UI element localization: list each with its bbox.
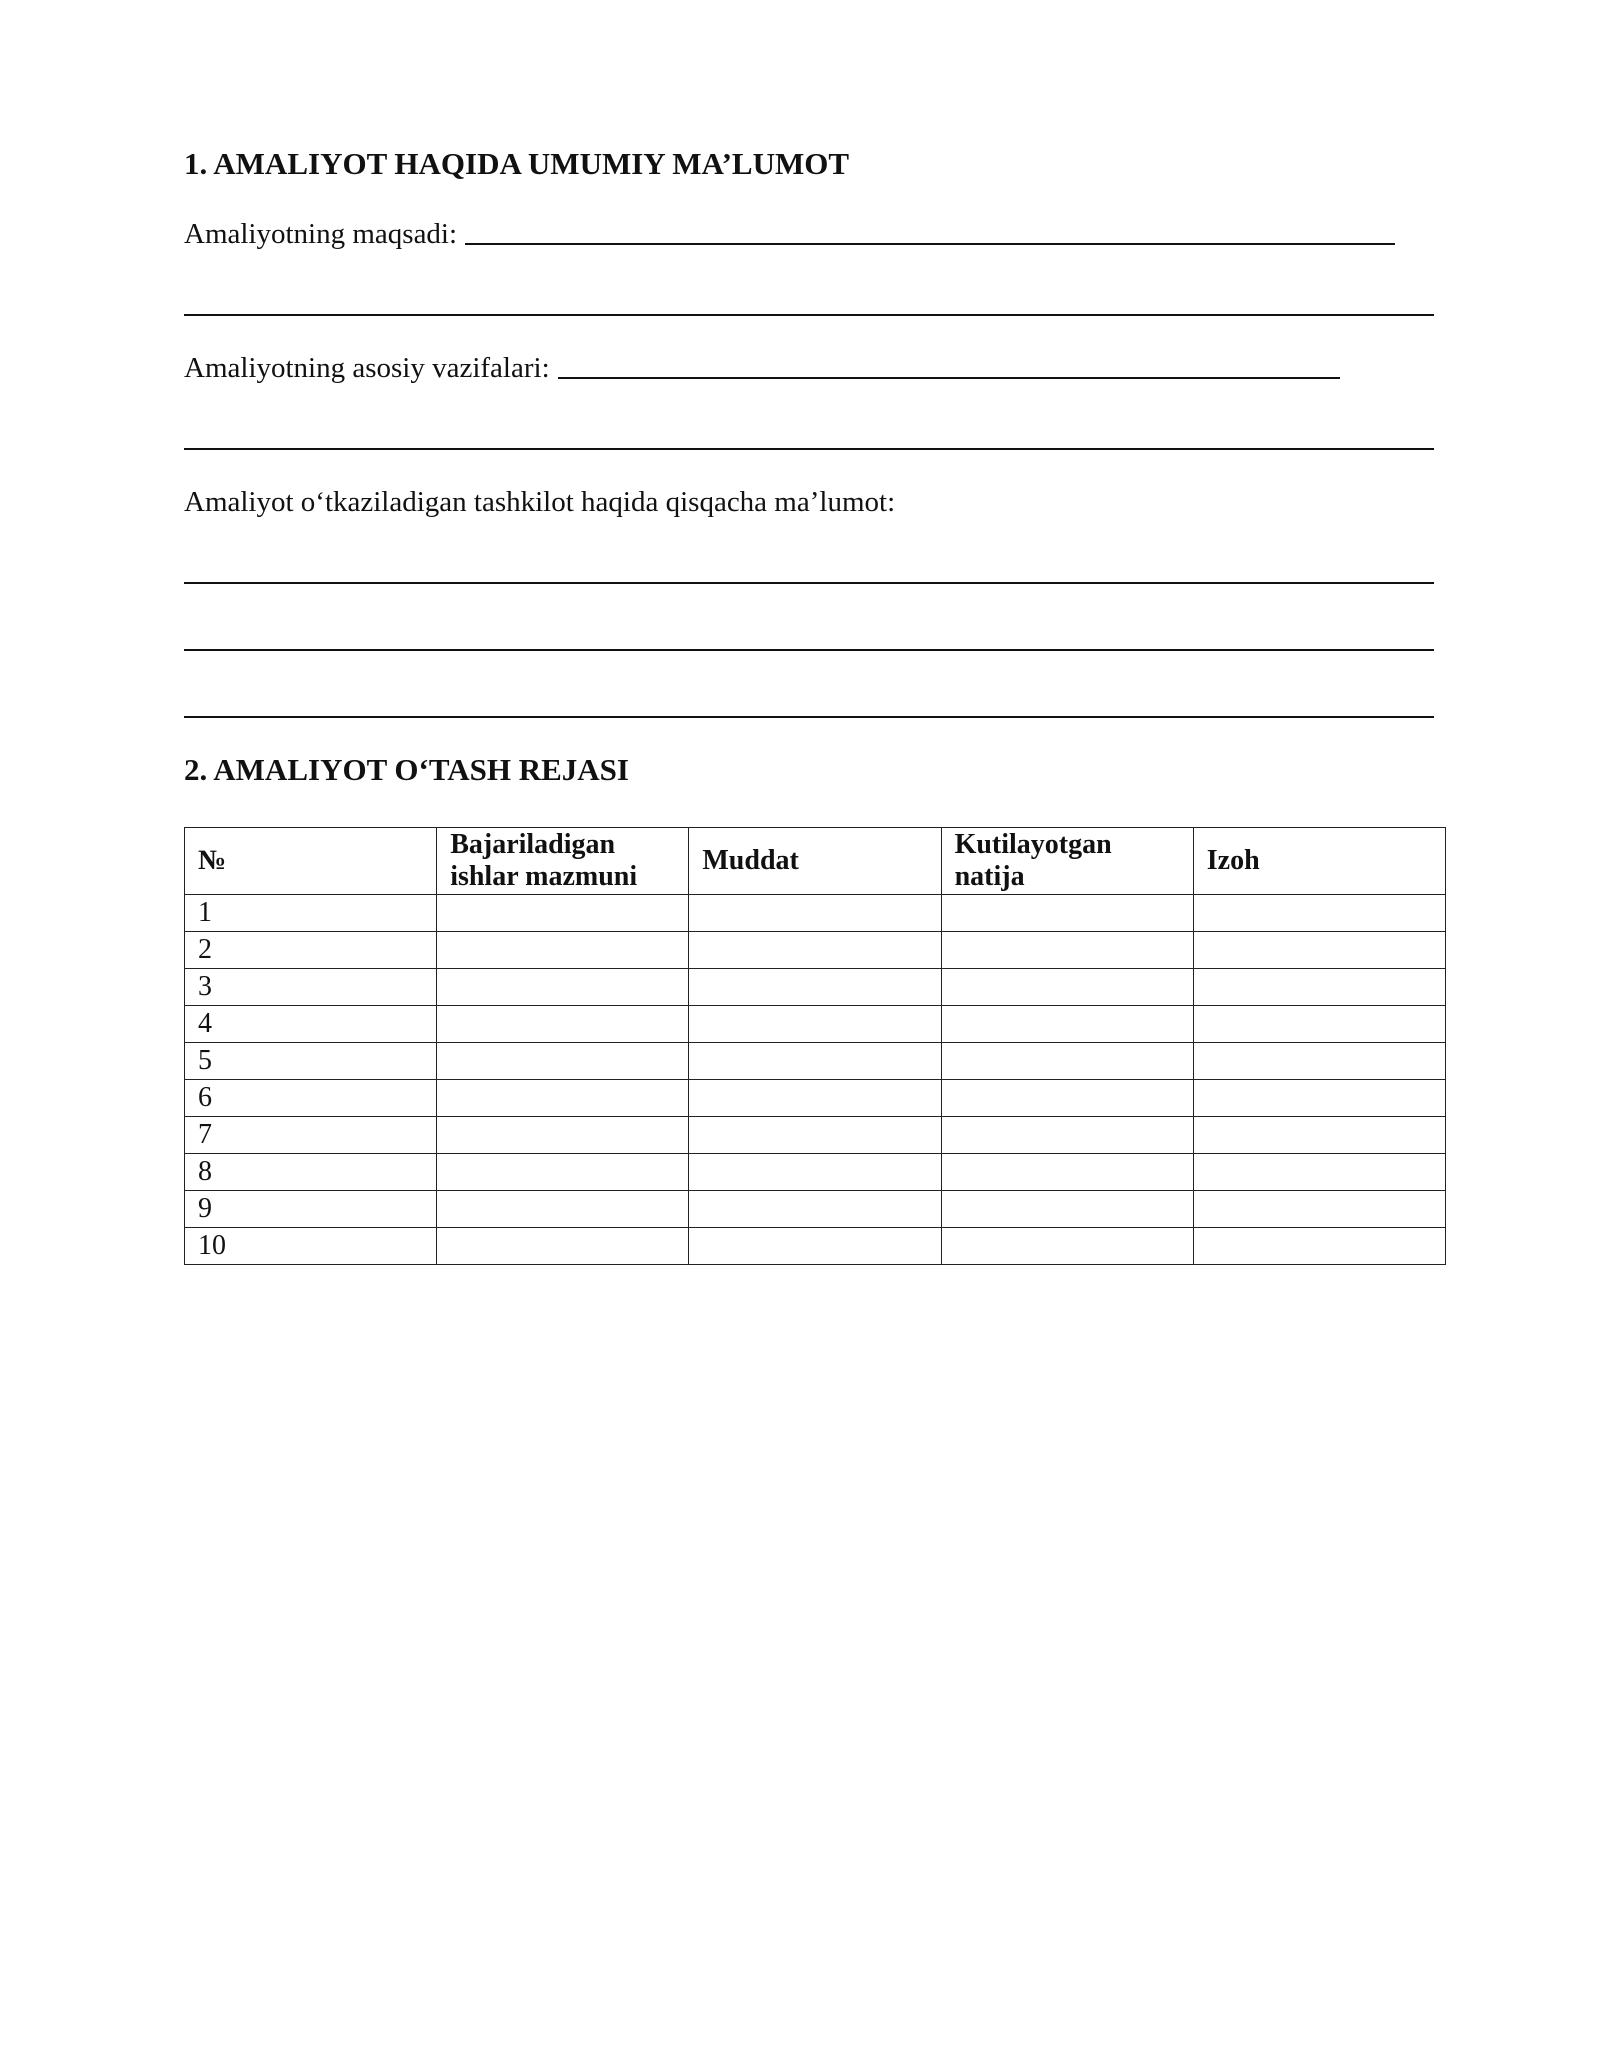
header-expected-result: Kutilayotgan natija [941,828,1193,895]
deadline-cell[interactable] [689,1191,941,1228]
table-header-row [185,828,1446,895]
deadline-cell[interactable] [689,932,941,969]
header-number: № [185,828,437,895]
table-row [185,1191,1446,1228]
expected-result-cell[interactable] [941,1191,1193,1228]
row-number-cell: 3 [185,969,437,1006]
table-row [185,1117,1446,1154]
row-number-cell: 10 [185,1228,437,1265]
tasks-input-line[interactable] [558,376,1340,379]
row-number-cell: 5 [185,1043,437,1080]
expected-result-cell[interactable] [941,1154,1193,1191]
table-row [185,1228,1446,1265]
row-number-cell: 4 [185,1006,437,1043]
deadline-cell[interactable] [689,1228,941,1265]
note-cell[interactable] [1193,1043,1445,1080]
deadline-cell[interactable] [689,969,941,1006]
note-cell[interactable] [1193,969,1445,1006]
purpose-input-line[interactable] [465,242,1395,245]
deadline-cell[interactable] [689,895,941,932]
note-cell[interactable] [1193,1080,1445,1117]
expected-result-cell[interactable] [941,1080,1193,1117]
table-row [185,932,1446,969]
purpose-label: Amaliyotning maqsadi: [184,218,458,250]
note-cell[interactable] [1193,1191,1445,1228]
expected-result-cell[interactable] [941,1043,1193,1080]
table-row [185,1006,1446,1043]
work-content-cell[interactable] [437,1117,689,1154]
table-row [185,969,1446,1006]
work-content-cell[interactable] [437,969,689,1006]
table-row [185,895,1446,932]
expected-result-cell[interactable] [941,1228,1193,1265]
table-row [185,1043,1446,1080]
row-number-cell: 8 [185,1154,437,1191]
expected-result-cell[interactable] [941,1006,1193,1043]
row-number-cell: 9 [185,1191,437,1228]
note-cell[interactable] [1193,1006,1445,1043]
organization-line-1[interactable] [184,582,1434,584]
organization-label: Amaliyot o‘tkaziladigan tashkilot haqida qisqacha ma’lumot: [184,486,896,518]
section-2-title: 2. AMALIYOT O‘TASH REJASI [184,752,629,787]
deadline-cell[interactable] [689,1080,941,1117]
note-cell[interactable] [1193,1117,1445,1154]
deadline-cell[interactable] [689,1043,941,1080]
work-content-cell[interactable] [437,1154,689,1191]
note-cell[interactable] [1193,932,1445,969]
header-deadline: Muddat [689,828,941,895]
section-1-title: 1. AMALIYOT HAQIDA UMUMIY MA’LUMOT [184,146,850,181]
row-number-cell: 6 [185,1080,437,1117]
plan-table [184,827,1446,1265]
organization-field [184,486,895,519]
row-number-cell: 1 [185,895,437,932]
tasks-continuation-line[interactable] [184,448,1434,450]
row-number-cell: 2 [185,932,437,969]
note-cell[interactable] [1193,895,1445,932]
work-content-cell[interactable] [437,1080,689,1117]
organization-line-3[interactable] [184,716,1434,718]
expected-result-cell[interactable] [941,969,1193,1006]
work-content-cell[interactable] [437,1191,689,1228]
tasks-label: Amaliyotning asosiy vazifalari: [184,352,550,384]
work-content-cell[interactable] [437,1006,689,1043]
header-note: Izoh [1193,828,1445,895]
work-content-cell[interactable] [437,1228,689,1265]
work-content-cell[interactable] [437,932,689,969]
tasks-field [184,352,1340,385]
purpose-field [184,218,1395,251]
table-row [185,1154,1446,1191]
row-number-cell: 7 [185,1117,437,1154]
purpose-continuation-line[interactable] [184,314,1434,316]
table-row [185,1080,1446,1117]
expected-result-cell[interactable] [941,1117,1193,1154]
note-cell[interactable] [1193,1154,1445,1191]
work-content-cell[interactable] [437,895,689,932]
header-work-content: Bajariladigan ishlar mazmuni [437,828,689,895]
deadline-cell[interactable] [689,1006,941,1043]
expected-result-cell[interactable] [941,895,1193,932]
work-content-cell[interactable] [437,1043,689,1080]
note-cell[interactable] [1193,1228,1445,1265]
expected-result-cell[interactable] [941,932,1193,969]
deadline-cell[interactable] [689,1117,941,1154]
deadline-cell[interactable] [689,1154,941,1191]
organization-line-2[interactable] [184,649,1434,651]
